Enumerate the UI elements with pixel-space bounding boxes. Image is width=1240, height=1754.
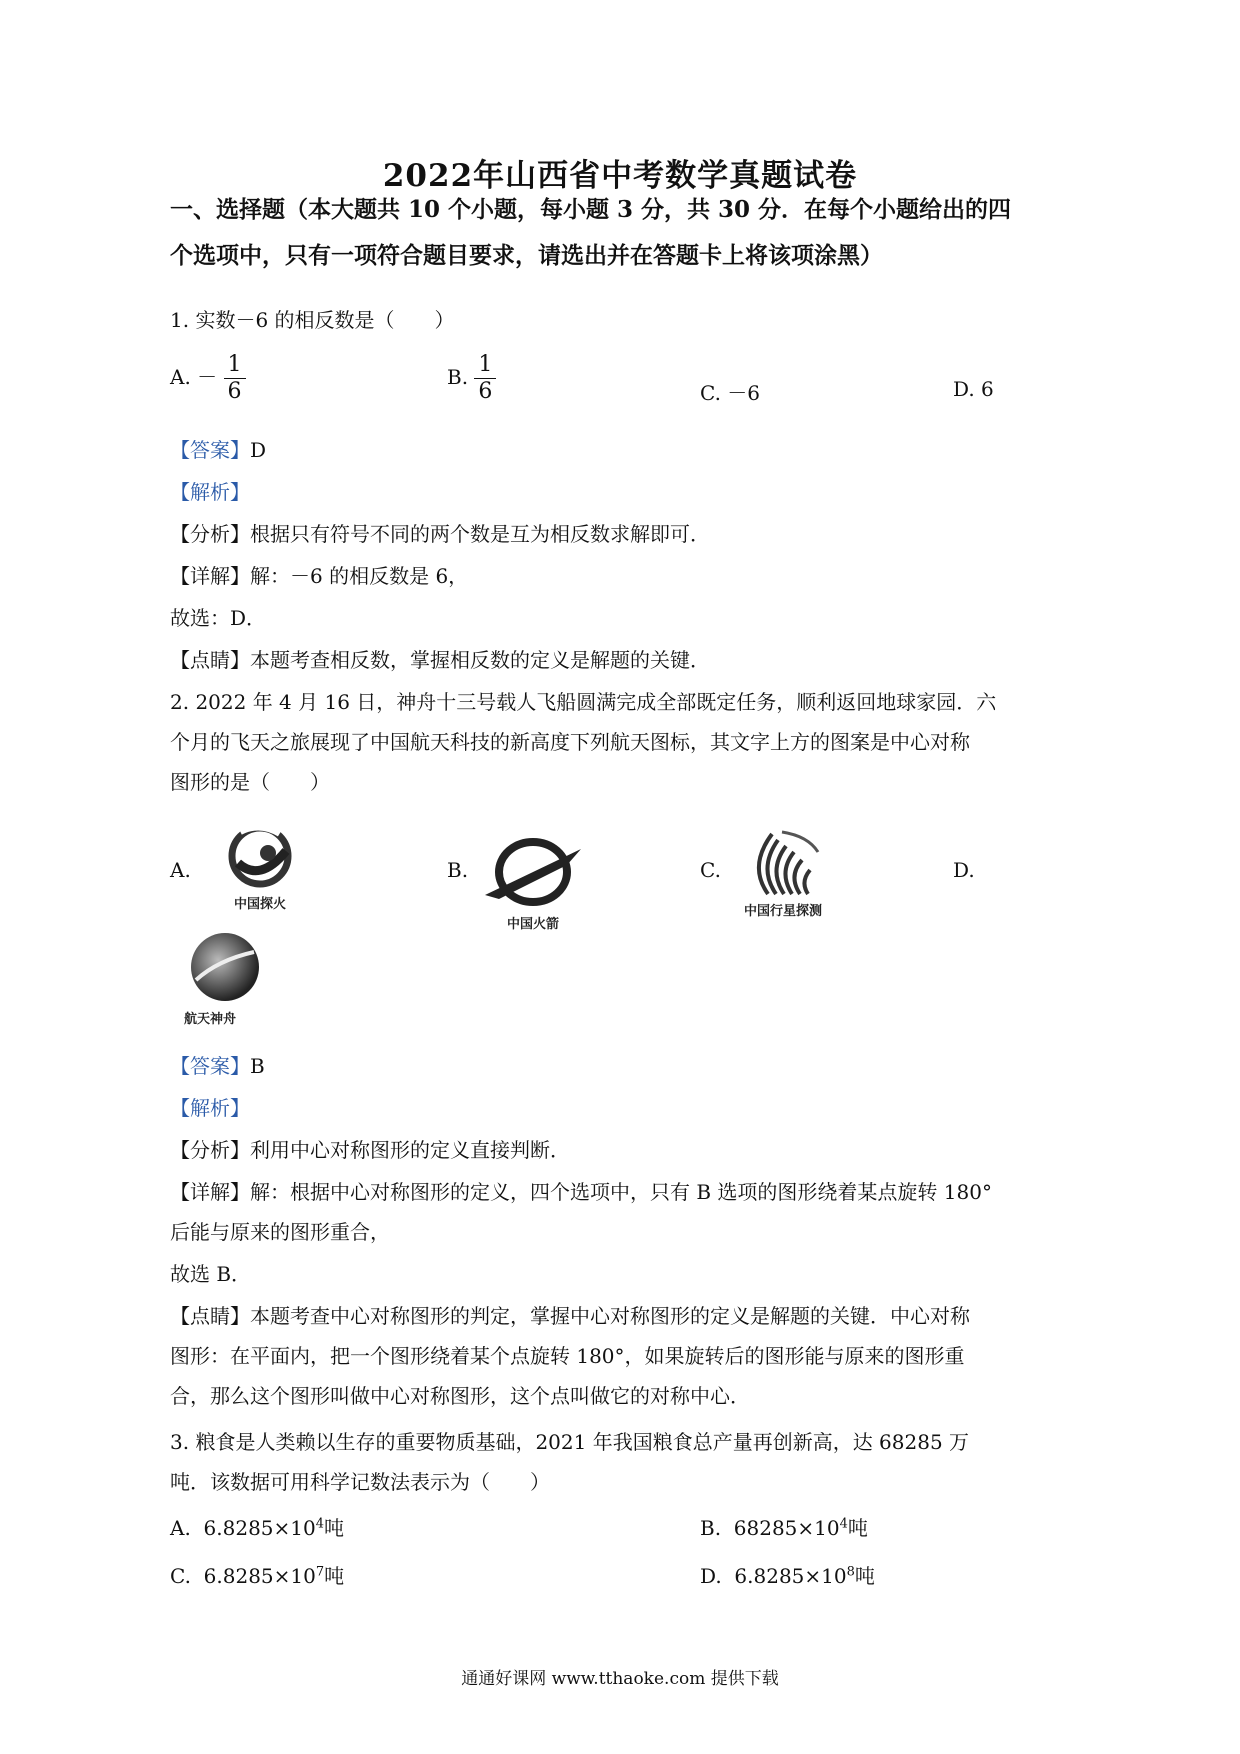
q2-option-a-label: A.: [170, 858, 191, 882]
q1-option-a-fraction: [224, 352, 246, 405]
section-heading-line2: 个选项中，只有一项符合题目要求，请选出并在答题卡上将该项涂黑）: [170, 242, 883, 269]
answer-tag: 【答案】: [170, 438, 250, 462]
q1-option-d: D. 6: [953, 377, 994, 401]
logo-c-caption: 中国行星探测: [743, 904, 822, 919]
q1-option-a-label: A.: [170, 365, 191, 389]
q1-dianjing: [170, 640, 710, 680]
planetary-emblem-icon: [738, 826, 828, 896]
q2-xiangjie-line1: [170, 1172, 992, 1212]
q3-option-c-label: C.: [170, 1564, 191, 1588]
q2-option-c-label: C.: [700, 858, 721, 882]
fenxi-tag: 【分析】: [170, 1138, 250, 1162]
dianjing-tag: 【点睛】: [170, 1304, 250, 1328]
q1-guxuan: 故选：D．: [170, 606, 267, 630]
q2-fenxi-text: 利用中心对称图形的定义直接判断．: [250, 1138, 570, 1162]
shenzhou-emblem-icon: [188, 930, 262, 1004]
q1-option-b-fraction: [474, 352, 496, 405]
q1-option-a: [170, 352, 246, 405]
q1-option-b-denominator: 6: [478, 379, 493, 404]
q3-option-c-exp: 7: [315, 1564, 325, 1580]
dianjing-tag: 【点睛】: [170, 648, 250, 672]
q2-option-d-label: D.: [953, 858, 975, 882]
q1-dianjing-text: 本题考查相反数，掌握相反数的定义是解题的关键．: [250, 648, 710, 672]
page-footer: 通通好课网 www.tthaoke.com 提供下载: [461, 1669, 779, 1689]
q3-option-c-base: 6.8285×10: [203, 1564, 316, 1588]
q3-option-d-label: D.: [700, 1564, 722, 1588]
q2-jiexi-tag: 【解析】: [170, 1096, 250, 1120]
q3-option-d: [700, 1560, 875, 1589]
q3-option-c: [170, 1560, 344, 1589]
q1-stem: 1. 实数－6 的相反数是（ ）: [170, 308, 455, 332]
q3-option-a-unit: 吨: [324, 1516, 344, 1540]
xiangjie-tag: 【详解】: [170, 1180, 250, 1204]
logo-d-caption: 航天神舟: [184, 1012, 237, 1027]
q3-option-b-exp: 4: [839, 1516, 848, 1532]
q2-fenxi: [170, 1130, 570, 1170]
page-title: 2022年山西省中考数学真题试卷: [382, 158, 858, 194]
q2-answer: [170, 1046, 265, 1086]
q2-answer-value: B: [250, 1054, 265, 1078]
q2-stem-line3: 图形的是（ ）: [170, 770, 330, 794]
q1-option-b-numerator: 1: [474, 352, 496, 379]
q3-option-b-label: B.: [700, 1516, 722, 1540]
q1-option-b-label: B.: [447, 365, 469, 389]
xiangjie-tag: 【详解】: [170, 564, 250, 588]
q3-option-b: [700, 1512, 868, 1541]
rocket-emblem-icon: [481, 835, 585, 909]
q1-option-a-numerator: 1: [224, 352, 246, 379]
logo-shenzhou: [180, 930, 270, 1027]
q3-option-d-exp: 8: [846, 1564, 855, 1580]
answer-tag: 【答案】: [170, 1054, 250, 1078]
q1-xiangjie: [170, 556, 468, 596]
q1-option-a-denominator: 6: [227, 379, 242, 404]
q3-option-a: [170, 1512, 344, 1541]
q2-dianjing-line1: [170, 1296, 970, 1336]
q1-fenxi-text: 根据只有符号不同的两个数是互为相反数求解即可．: [250, 522, 710, 546]
mars-emblem-icon: [220, 823, 300, 889]
q2-stem-line2: 个月的飞天之旅展现了中国航天科技的新高度下列航天图标，其文字上方的图案是中心对称: [170, 730, 970, 754]
q3-option-d-unit: 吨: [854, 1564, 875, 1588]
q3-option-a-exp: 4: [315, 1516, 324, 1532]
q1-fenxi: [170, 514, 710, 554]
logo-china-rocket: [478, 835, 588, 932]
q2-xiangjie-text: 解：根据中心对称图形的定义，四个选项中，只有 B 选项的图形绕着某点旋转 180°: [250, 1180, 992, 1204]
q3-stem-line2: 吨．该数据可用科学记数法表示为（ ）: [170, 1470, 550, 1494]
q3-option-b-unit: 吨: [847, 1516, 868, 1540]
logo-b-caption: 中国火箭: [506, 917, 559, 932]
q2-dianjing-line2: 图形：在平面内，把一个图形绕着某个点旋转 180°，如果旋转后的图形能与原来的图形重: [170, 1344, 965, 1368]
q2-dianjing-text: 本题考查中心对称图形的判定，掌握中心对称图形的定义是解题的关键．中心对称: [250, 1304, 970, 1328]
q3-option-c-unit: 吨: [324, 1564, 345, 1588]
logo-china-planetary: [728, 826, 838, 919]
q2-stem-line1: 2. 2022 年 4 月 16 日，神舟十三号载人飞船圆满完成全部既定任务，顺利返回地球家园．六: [170, 690, 997, 714]
q1-answer: [170, 430, 266, 470]
q3-option-a-label: A.: [170, 1516, 191, 1540]
q3-option-b-base: 68285×10: [733, 1516, 840, 1540]
logo-china-mars: [215, 823, 305, 912]
q2-xiangjie-line2: 后能与原来的图形重合，: [170, 1220, 390, 1244]
q3-option-d-base: 6.8285×10: [734, 1564, 847, 1588]
q2-option-b-label: B.: [447, 858, 469, 882]
q3-option-a-base: 6.8285×10: [203, 1516, 316, 1540]
q1-option-b: [447, 352, 496, 405]
q1-jiexi-tag: 【解析】: [170, 480, 250, 504]
fenxi-tag: 【分析】: [170, 522, 250, 546]
q1-answer-value: D: [250, 438, 267, 462]
q2-dianjing-line3: 合，那么这个图形叫做中心对称图形，这个点叫做它的对称中心．: [170, 1384, 750, 1408]
q1-option-c: C. －6: [700, 381, 761, 405]
q1-option-a-sign: －: [197, 365, 218, 389]
section-heading-line1: 一、选择题（本大题共 10 个小题，每小题 3 分，共 30 分．在每个小题给出的四: [170, 196, 1012, 223]
logo-a-caption: 中国探火: [233, 897, 286, 912]
q2-guxuan: 故选 B．: [170, 1262, 252, 1286]
q1-xiangjie-text: 解：－6 的相反数是 6，: [250, 564, 469, 588]
q3-stem-line1: 3. 粮食是人类赖以生存的重要物质基础，2021 年我国粮食总产量再创新高，达 68285 万: [170, 1430, 970, 1454]
